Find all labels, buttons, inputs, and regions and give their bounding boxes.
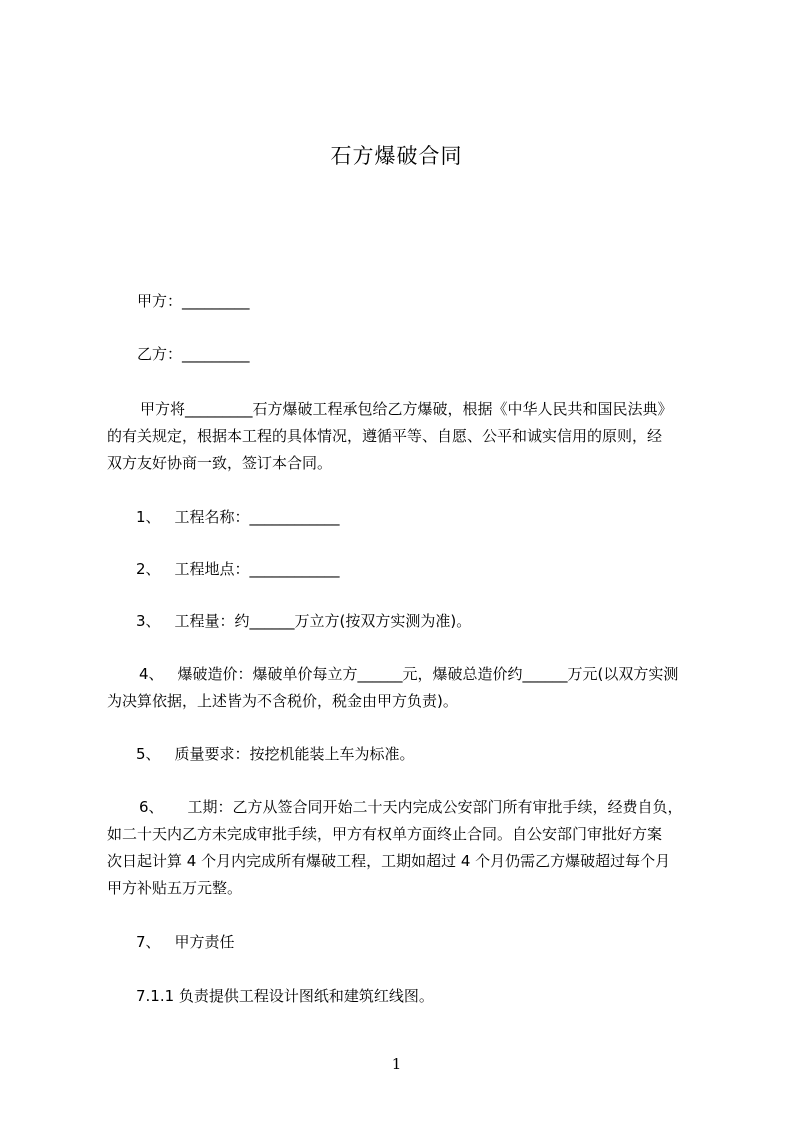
preamble-line-3: 双方友好协商一致，签订本合同。 <box>107 454 333 472</box>
clause-3 <box>136 608 471 635</box>
party-b-line <box>137 341 250 368</box>
clause-2-number: 2、 <box>136 560 161 578</box>
clause-5 <box>136 741 415 768</box>
document-title: 石方爆破合同 <box>330 144 463 168</box>
clause-5-text: 质量要求：按挖机能装上车为标准。 <box>174 745 415 763</box>
clause-7-number: 7、 <box>136 933 161 951</box>
party-b-blank: _________ <box>182 345 250 363</box>
clause-1-text: 工程名称：____________ <box>174 508 340 526</box>
party-a-blank: _________ <box>182 292 250 310</box>
clause-3-text: 工程量：约______万立方(按双方实测为准)。 <box>174 612 472 630</box>
party-a-line <box>137 288 250 315</box>
clause-6-line-3: 次日起计算 4 个月内完成所有爆破工程，工期如超过 4 个月仍需乙方爆破超过每个月 <box>107 852 671 870</box>
clause-6-line-2: 如二十天内乙方未完成审批手续，甲方有权单方面终止合同。自公安部门审批好方案 <box>107 825 663 843</box>
clause-4-line-1 <box>139 661 678 688</box>
clause-1-number: 1、 <box>136 508 161 526</box>
clause-4-text-1: 爆破造价：爆破单价每立方______元，爆破总造价约______万元(以双方实测 <box>177 665 679 683</box>
clause-2-text: 工程地点：____________ <box>174 560 340 578</box>
page-number: 1 <box>391 1055 402 1073</box>
clause-7 <box>136 929 235 956</box>
clause-7-text: 甲方责任 <box>174 933 235 951</box>
clause-7-1-1: 7.1.1 负责提供工程设计图纸和建筑红线图。 <box>136 987 434 1005</box>
clause-1 <box>136 504 340 531</box>
clause-3-number: 3、 <box>136 612 161 630</box>
preamble-line-2: 的有关规定，根据本工程的具体情况，遵循平等、自愿、公平和诚实信用的原则，经 <box>107 427 663 445</box>
party-b-label: 乙方： <box>137 345 183 363</box>
clause-6-line-4: 甲方补贴五万元整。 <box>107 879 243 897</box>
clause-4-number: 4、 <box>139 665 164 683</box>
clause-6-text-1: 工期：乙方从签合同开始二十天内完成公安部门所有审批手续，经费自负， <box>187 798 683 816</box>
clause-6-number: 6、 <box>139 798 164 816</box>
preamble-line-1: 甲方将_________石方爆破工程承包给乙方爆破，根据《中华人民共和国民法典》 <box>140 400 673 418</box>
clause-2 <box>136 556 340 583</box>
clause-6-line-1 <box>139 794 683 821</box>
clause-5-number: 5、 <box>136 745 161 763</box>
clause-4-line-2: 为决算依据，上述皆为不含税价，税金由甲方负责)。 <box>107 692 458 710</box>
party-a-label: 甲方： <box>137 292 183 310</box>
